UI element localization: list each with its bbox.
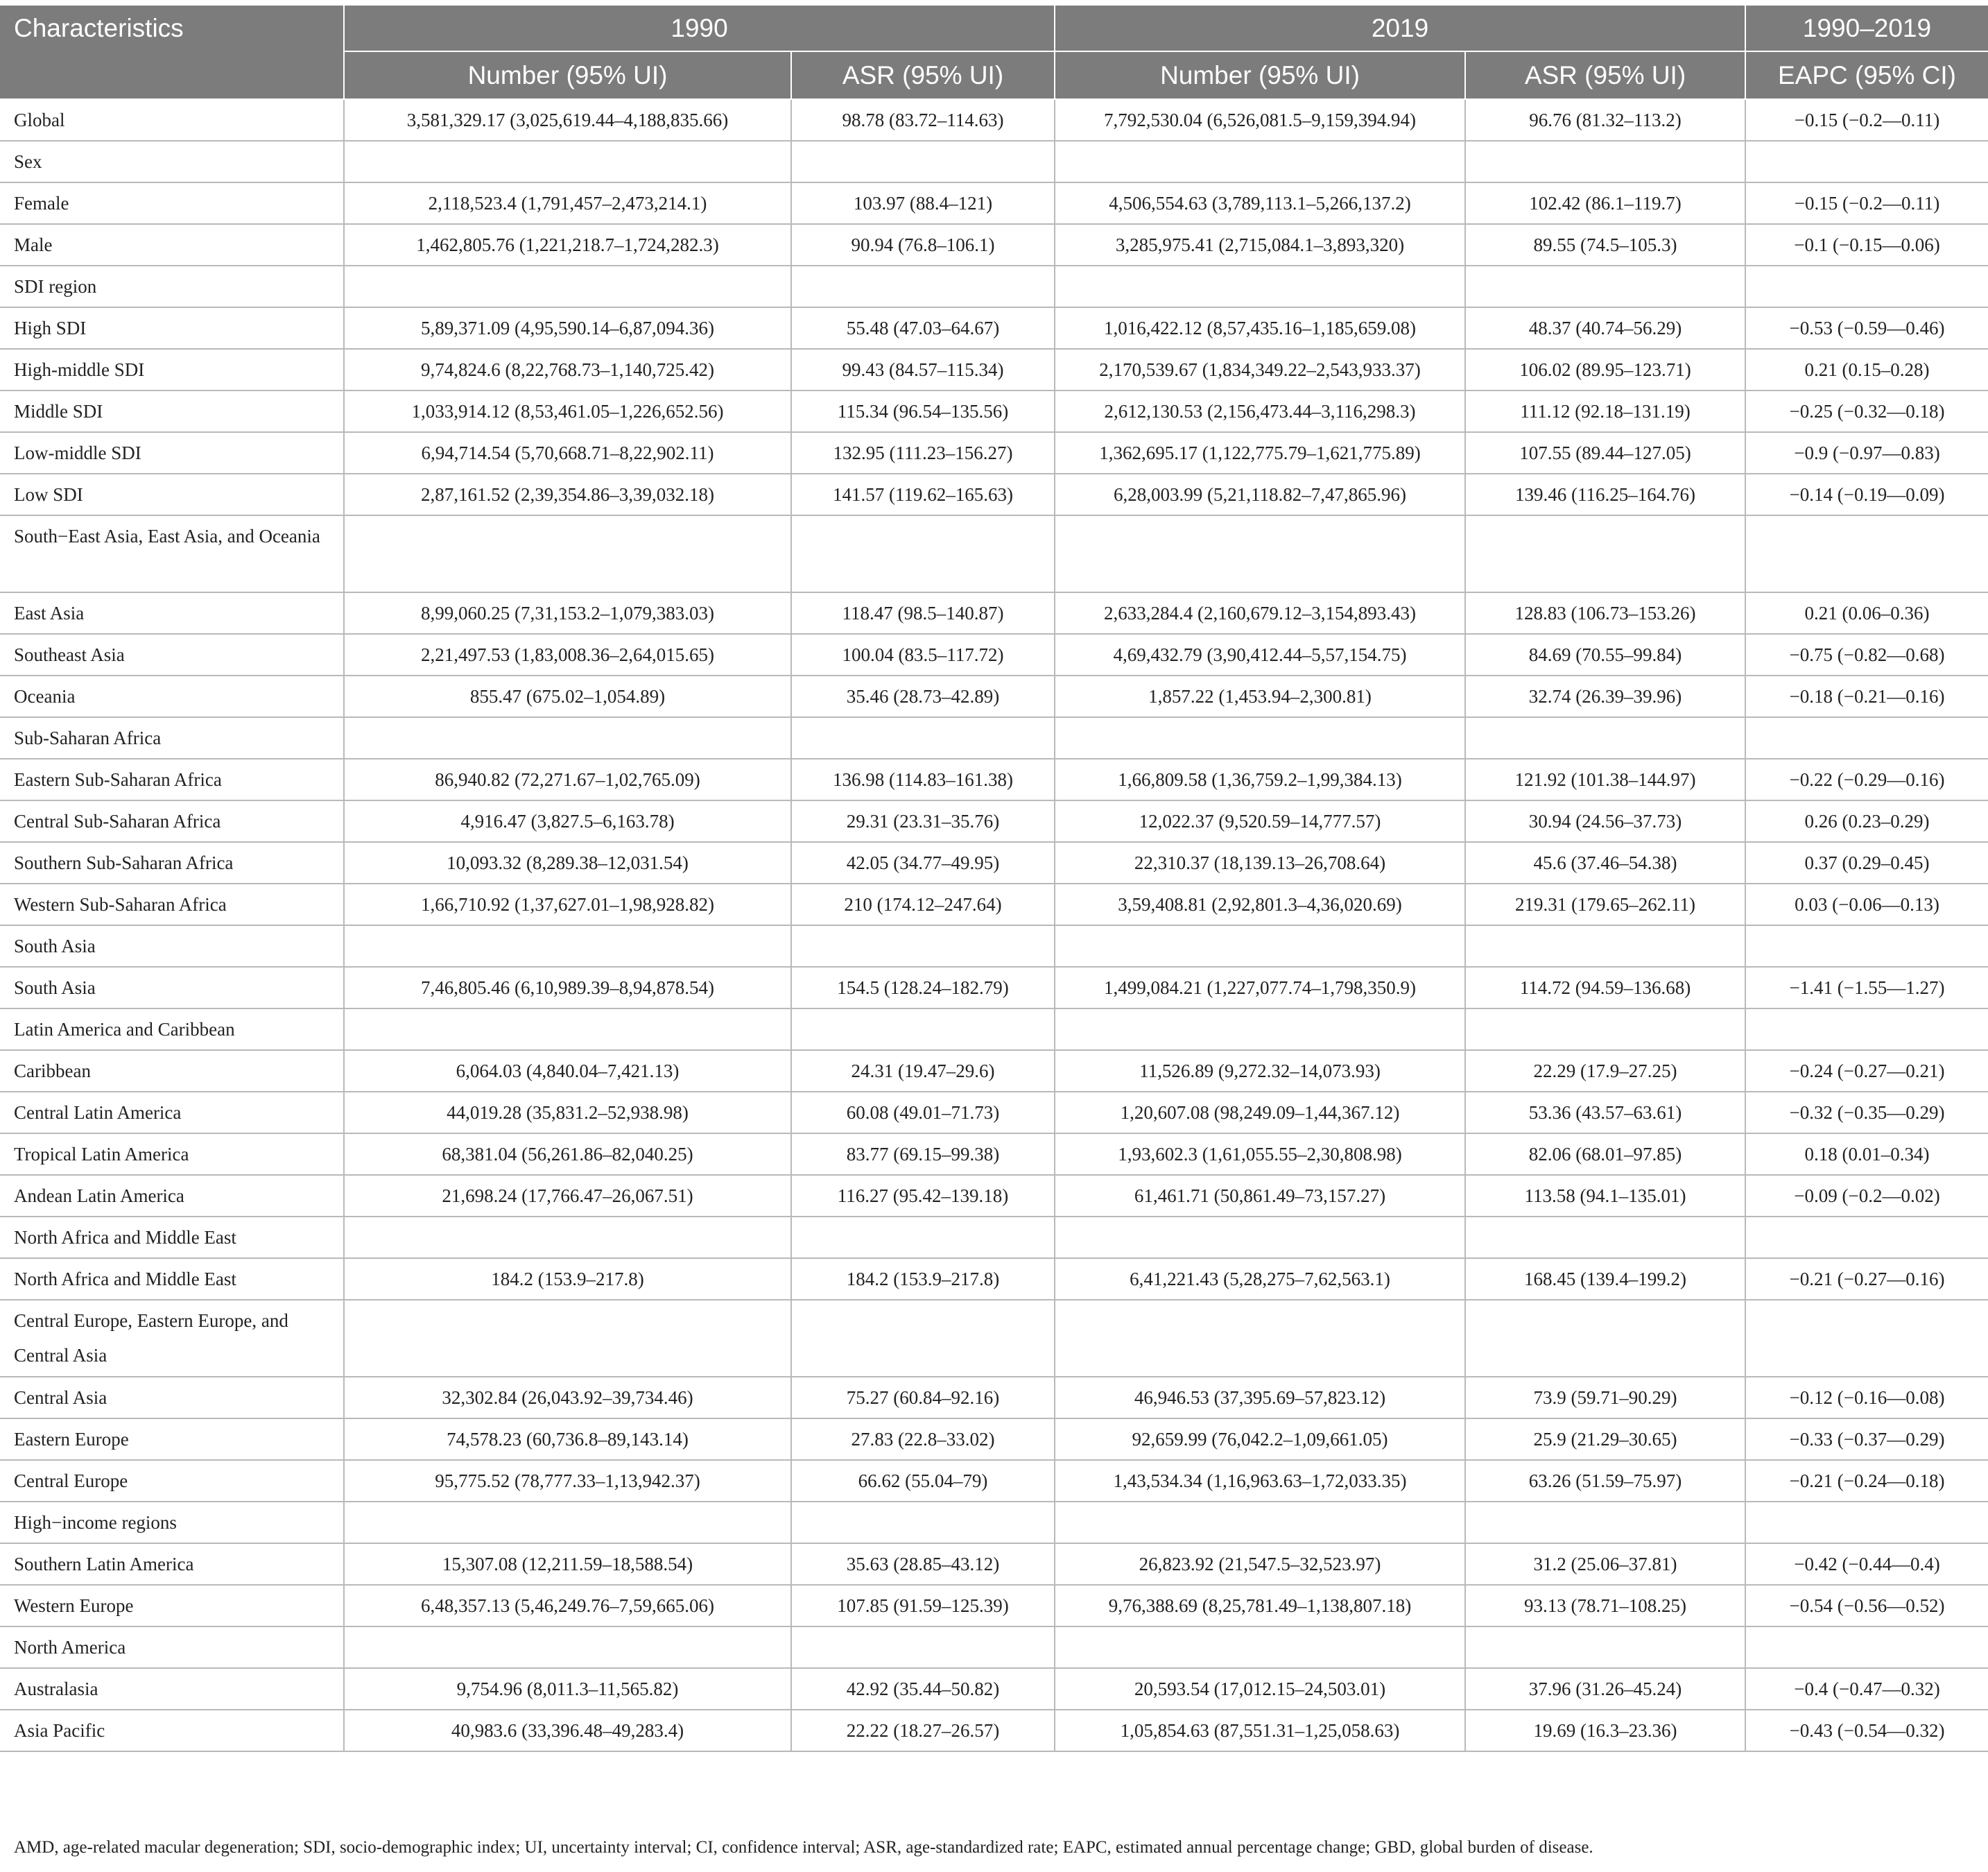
cell-asr-1990: 154.5 (128.24–182.79) [791, 967, 1055, 1008]
cell-number-2019: 61,461.71 (50,861.49–73,157.27) [1055, 1175, 1465, 1217]
cell-characteristic: South Asia [0, 967, 344, 1008]
cell-characteristic: Western Europe [0, 1585, 344, 1626]
cell-characteristic: Australasia [0, 1668, 344, 1710]
cell-number-1990: 6,064.03 (4,840.04–7,421.13) [344, 1050, 791, 1092]
cell-asr-2019: 25.9 (21.29–30.65) [1465, 1418, 1745, 1460]
cell-characteristic: Latin America and Caribbean [0, 1008, 344, 1050]
table-section-row [0, 1626, 1988, 1668]
cell-characteristic: Low SDI [0, 474, 344, 515]
cell-asr-2019: 139.46 (116.25–164.76) [1465, 474, 1745, 515]
cell-eapc: −0.42 (−0.44—0.4) [1745, 1543, 1988, 1585]
cell-number-1990 [344, 1626, 791, 1668]
cell-asr-1990: 103.97 (88.4–121) [791, 182, 1055, 224]
cell-characteristic: Middle SDI [0, 390, 344, 432]
cell-asr-2019: 63.26 (51.59–75.97) [1465, 1460, 1745, 1502]
cell-asr-1990: 141.57 (119.62–165.63) [791, 474, 1055, 515]
cell-characteristic: North Africa and Middle East [0, 1217, 344, 1258]
cell-number-1990 [344, 717, 791, 759]
table-footnote: AMD, age-related macular degeneration; SDI, socio-demographic index; UI, uncertainty interval; CI, confidence interval; ASR, age-standardized rate; EAPC, estimated annual percentage change; GBD, global burden of disease. [14, 1838, 1593, 1857]
header-year-2019: 2019 [1055, 6, 1745, 51]
cell-eapc [1745, 1008, 1988, 1050]
cell-number-1990: 1,033,914.12 (8,53,461.05–1,226,652.56) [344, 390, 791, 432]
cell-number-2019: 2,170,539.67 (1,834,349.22–2,543,933.37) [1055, 349, 1465, 390]
cell-eapc: 0.21 (0.06–0.36) [1745, 592, 1988, 634]
header-asr-2019: ASR (95% UI) [1465, 51, 1745, 99]
cell-asr-2019 [1465, 1300, 1745, 1377]
cell-eapc: 0.37 (0.29–0.45) [1745, 842, 1988, 884]
cell-eapc [1745, 1626, 1988, 1668]
cell-number-2019: 1,43,534.34 (1,16,963.63–1,72,033.35) [1055, 1460, 1465, 1502]
cell-asr-1990 [791, 266, 1055, 307]
cell-number-1990: 9,754.96 (8,011.3–11,565.82) [344, 1668, 791, 1710]
cell-number-1990: 6,94,714.54 (5,70,668.71–8,22,902.11) [344, 432, 791, 474]
cell-asr-2019: 73.9 (59.71–90.29) [1465, 1377, 1745, 1418]
cell-eapc: −0.24 (−0.27—0.21) [1745, 1050, 1988, 1092]
table-row [0, 676, 1988, 717]
table-row [0, 800, 1988, 842]
cell-eapc: −0.1 (−0.15—0.06) [1745, 224, 1988, 266]
cell-characteristic: East Asia [0, 592, 344, 634]
cell-number-1990: 40,983.6 (33,396.48–49,283.4) [344, 1710, 791, 1751]
header-number-1990: Number (95% UI) [344, 51, 791, 99]
cell-number-2019: 7,792,530.04 (6,526,081.5–9,159,394.94) [1055, 99, 1465, 141]
cell-asr-1990 [791, 1502, 1055, 1543]
cell-asr-1990: 210 (174.12–247.64) [791, 884, 1055, 925]
table-section-row [0, 1502, 1988, 1543]
table-header [0, 6, 1988, 99]
cell-number-1990: 1,66,710.92 (1,37,627.01–1,98,928.82) [344, 884, 791, 925]
table-section-row [0, 1217, 1988, 1258]
cell-number-1990: 21,698.24 (17,766.47–26,067.51) [344, 1175, 791, 1217]
table-section-row [0, 925, 1988, 967]
cell-number-2019: 6,41,221.43 (5,28,275–7,62,563.1) [1055, 1258, 1465, 1300]
cell-asr-2019 [1465, 141, 1745, 182]
cell-number-2019 [1055, 1300, 1465, 1377]
cell-asr-2019: 96.76 (81.32–113.2) [1465, 99, 1745, 141]
cell-asr-1990: 118.47 (98.5–140.87) [791, 592, 1055, 634]
cell-eapc: −0.54 (−0.56—0.52) [1745, 1585, 1988, 1626]
cell-asr-2019: 89.55 (74.5–105.3) [1465, 224, 1745, 266]
cell-characteristic: Sub-Saharan Africa [0, 717, 344, 759]
table-row [0, 1460, 1988, 1502]
cell-characteristic: Central Europe, Eastern Europe, and Central Asia [0, 1300, 344, 1377]
cell-characteristic: Male [0, 224, 344, 266]
cell-characteristic: Southeast Asia [0, 634, 344, 676]
cell-number-1990 [344, 1300, 791, 1377]
cell-eapc [1745, 266, 1988, 307]
cell-asr-1990: 75.27 (60.84–92.16) [791, 1377, 1055, 1418]
cell-number-1990: 74,578.23 (60,736.8–89,143.14) [344, 1418, 791, 1460]
cell-characteristic: North Africa and Middle East [0, 1258, 344, 1300]
cell-eapc [1745, 1502, 1988, 1543]
cell-asr-1990: 99.43 (84.57–115.34) [791, 349, 1055, 390]
cell-asr-1990 [791, 141, 1055, 182]
cell-asr-1990: 98.78 (83.72–114.63) [791, 99, 1055, 141]
cell-number-1990: 44,019.28 (35,831.2–52,938.98) [344, 1092, 791, 1133]
cell-eapc: −0.15 (−0.2—0.11) [1745, 182, 1988, 224]
cell-asr-2019: 84.69 (70.55–99.84) [1465, 634, 1745, 676]
cell-eapc: −0.22 (−0.29—0.16) [1745, 759, 1988, 800]
cell-asr-2019: 30.94 (24.56–37.73) [1465, 800, 1745, 842]
table-section-row [0, 1300, 1988, 1377]
cell-eapc: −0.09 (−0.2—0.02) [1745, 1175, 1988, 1217]
cell-asr-2019 [1465, 717, 1745, 759]
cell-asr-2019 [1465, 1217, 1745, 1258]
cell-characteristic: South−East Asia, East Asia, and Oceania [0, 515, 344, 592]
cell-asr-1990 [791, 1008, 1055, 1050]
table-row [0, 759, 1988, 800]
cell-asr-2019: 111.12 (92.18–131.19) [1465, 390, 1745, 432]
table-row [0, 1258, 1988, 1300]
cell-number-2019 [1055, 266, 1465, 307]
cell-characteristic: SDI region [0, 266, 344, 307]
table-row [0, 1418, 1988, 1460]
cell-number-2019: 1,499,084.21 (1,227,077.74–1,798,350.9) [1055, 967, 1465, 1008]
cell-number-2019: 20,593.54 (17,012.15–24,503.01) [1055, 1668, 1465, 1710]
header-number-2019: Number (95% UI) [1055, 51, 1465, 99]
cell-number-2019: 1,362,695.17 (1,122,775.79–1,621,775.89) [1055, 432, 1465, 474]
cell-characteristic: Tropical Latin America [0, 1133, 344, 1175]
cell-asr-1990: 90.94 (76.8–106.1) [791, 224, 1055, 266]
cell-asr-1990: 42.92 (35.44–50.82) [791, 1668, 1055, 1710]
cell-asr-1990 [791, 515, 1055, 592]
cell-asr-2019: 102.42 (86.1–119.7) [1465, 182, 1745, 224]
cell-eapc [1745, 515, 1988, 592]
cell-eapc: −0.75 (−0.82—0.68) [1745, 634, 1988, 676]
cell-asr-1990 [791, 1626, 1055, 1668]
cell-eapc: −0.43 (−0.54—0.32) [1745, 1710, 1988, 1751]
cell-characteristic: South Asia [0, 925, 344, 967]
cell-characteristic: Eastern Sub-Saharan Africa [0, 759, 344, 800]
cell-number-2019: 26,823.92 (21,547.5–32,523.97) [1055, 1543, 1465, 1585]
cell-number-1990: 68,381.04 (56,261.86–82,040.25) [344, 1133, 791, 1175]
cell-number-1990 [344, 141, 791, 182]
cell-characteristic: Central Latin America [0, 1092, 344, 1133]
table-row [0, 592, 1988, 634]
table-row [0, 1668, 1988, 1710]
cell-asr-1990 [791, 1217, 1055, 1258]
cell-number-2019: 2,612,130.53 (2,156,473.44–3,116,298.3) [1055, 390, 1465, 432]
cell-characteristic: Southern Sub-Saharan Africa [0, 842, 344, 884]
cell-number-2019: 12,022.37 (9,520.59–14,777.57) [1055, 800, 1465, 842]
cell-asr-2019: 22.29 (17.9–27.25) [1465, 1050, 1745, 1092]
table-row [0, 1050, 1988, 1092]
cell-eapc: −0.4 (−0.47—0.32) [1745, 1668, 1988, 1710]
cell-number-2019: 11,526.89 (9,272.32–14,073.93) [1055, 1050, 1465, 1092]
table-row [0, 1133, 1988, 1175]
cell-asr-2019: 106.02 (89.95–123.71) [1465, 349, 1745, 390]
table-body [0, 99, 1988, 1751]
cell-eapc: −0.53 (−0.59—0.46) [1745, 307, 1988, 349]
table-row [0, 99, 1988, 141]
cell-number-1990: 2,87,161.52 (2,39,354.86–3,39,032.18) [344, 474, 791, 515]
cell-characteristic: Sex [0, 141, 344, 182]
cell-number-1990: 9,74,824.6 (8,22,768.73–1,140,725.42) [344, 349, 791, 390]
cell-characteristic: Eastern Europe [0, 1418, 344, 1460]
cell-asr-1990: 22.22 (18.27–26.57) [791, 1710, 1055, 1751]
cell-asr-2019 [1465, 1008, 1745, 1050]
cell-asr-2019 [1465, 266, 1745, 307]
cell-asr-2019: 53.36 (43.57–63.61) [1465, 1092, 1745, 1133]
table-row [0, 307, 1988, 349]
cell-eapc: 0.03 (−0.06—0.13) [1745, 884, 1988, 925]
cell-asr-2019: 128.83 (106.73–153.26) [1465, 592, 1745, 634]
table-row [0, 1377, 1988, 1418]
cell-eapc: −0.9 (−0.97—0.83) [1745, 432, 1988, 474]
cell-number-1990: 184.2 (153.9–217.8) [344, 1258, 791, 1300]
cell-asr-2019 [1465, 925, 1745, 967]
cell-number-2019 [1055, 1626, 1465, 1668]
table-row [0, 1175, 1988, 1217]
table-row [0, 474, 1988, 515]
cell-number-1990: 3,581,329.17 (3,025,619.44–4,188,835.66) [344, 99, 791, 141]
cell-number-1990: 5,89,371.09 (4,95,590.14–6,87,094.36) [344, 307, 791, 349]
cell-number-1990 [344, 1008, 791, 1050]
cell-number-1990 [344, 1217, 791, 1258]
cell-number-2019: 3,59,408.81 (2,92,801.3–4,36,020.69) [1055, 884, 1465, 925]
cell-characteristic: High SDI [0, 307, 344, 349]
cell-asr-1990 [791, 925, 1055, 967]
cell-asr-1990: 66.62 (55.04–79) [791, 1460, 1055, 1502]
cell-characteristic: Caribbean [0, 1050, 344, 1092]
header-eapc: EAPC (95% CI) [1745, 51, 1988, 99]
cell-asr-2019: 219.31 (179.65–262.11) [1465, 884, 1745, 925]
table-row [0, 842, 1988, 884]
cell-characteristic: Andean Latin America [0, 1175, 344, 1217]
table-row [0, 182, 1988, 224]
cell-number-2019: 1,857.22 (1,453.94–2,300.81) [1055, 676, 1465, 717]
header-year-1990: 1990 [344, 6, 1055, 51]
cell-asr-1990 [791, 717, 1055, 759]
cell-number-1990: 95,775.52 (78,777.33–1,13,942.37) [344, 1460, 791, 1502]
cell-number-1990: 32,302.84 (26,043.92–39,734.46) [344, 1377, 791, 1418]
cell-asr-2019: 107.55 (89.44–127.05) [1465, 432, 1745, 474]
cell-number-2019 [1055, 717, 1465, 759]
cell-number-2019: 92,659.99 (76,042.2–1,09,661.05) [1055, 1418, 1465, 1460]
cell-number-2019: 46,946.53 (37,395.69–57,823.12) [1055, 1377, 1465, 1418]
cell-characteristic: North America [0, 1626, 344, 1668]
cell-eapc: 0.21 (0.15–0.28) [1745, 349, 1988, 390]
cell-asr-2019: 32.74 (26.39–39.96) [1465, 676, 1745, 717]
cell-number-2019: 4,506,554.63 (3,789,113.1–5,266,137.2) [1055, 182, 1465, 224]
table-row [0, 1585, 1988, 1626]
table-row [0, 1710, 1988, 1751]
cell-asr-1990: 60.08 (49.01–71.73) [791, 1092, 1055, 1133]
cell-number-1990 [344, 1502, 791, 1543]
table-row [0, 1092, 1988, 1133]
cell-number-1990: 2,118,523.4 (1,791,457–2,473,214.1) [344, 182, 791, 224]
cell-asr-2019: 114.72 (94.59–136.68) [1465, 967, 1745, 1008]
cell-asr-1990: 83.77 (69.15–99.38) [791, 1133, 1055, 1175]
table-row [0, 224, 1988, 266]
cell-asr-1990: 115.34 (96.54–135.56) [791, 390, 1055, 432]
cell-number-2019: 1,66,809.58 (1,36,759.2–1,99,384.13) [1055, 759, 1465, 800]
table-row [0, 967, 1988, 1008]
table-row [0, 634, 1988, 676]
cell-characteristic: Southern Latin America [0, 1543, 344, 1585]
cell-asr-1990 [791, 1300, 1055, 1377]
cell-asr-2019: 37.96 (31.26–45.24) [1465, 1668, 1745, 1710]
cell-characteristic: High−income regions [0, 1502, 344, 1543]
cell-number-1990: 10,093.32 (8,289.38–12,031.54) [344, 842, 791, 884]
cell-asr-1990: 184.2 (153.9–217.8) [791, 1258, 1055, 1300]
cell-number-1990: 7,46,805.46 (6,10,989.39–8,94,878.54) [344, 967, 791, 1008]
cell-number-2019 [1055, 1217, 1465, 1258]
cell-asr-2019: 48.37 (40.74–56.29) [1465, 307, 1745, 349]
cell-number-1990: 4,916.47 (3,827.5–6,163.78) [344, 800, 791, 842]
cell-number-2019 [1055, 141, 1465, 182]
cell-number-1990: 855.47 (675.02–1,054.89) [344, 676, 791, 717]
cell-characteristic: Central Asia [0, 1377, 344, 1418]
cell-eapc [1745, 141, 1988, 182]
cell-eapc [1745, 925, 1988, 967]
cell-characteristic: Female [0, 182, 344, 224]
cell-asr-2019: 31.2 (25.06–37.81) [1465, 1543, 1745, 1585]
cell-number-2019: 6,28,003.99 (5,21,118.82–7,47,865.96) [1055, 474, 1465, 515]
cell-asr-2019: 168.45 (139.4–199.2) [1465, 1258, 1745, 1300]
data-table-container [0, 6, 1988, 1752]
cell-asr-1990: 107.85 (91.59–125.39) [791, 1585, 1055, 1626]
data-table [0, 6, 1988, 1752]
table-section-row [0, 141, 1988, 182]
cell-number-2019 [1055, 1008, 1465, 1050]
cell-number-2019 [1055, 515, 1465, 592]
table-section-row [0, 1008, 1988, 1050]
cell-number-2019: 1,20,607.08 (98,249.09–1,44,367.12) [1055, 1092, 1465, 1133]
cell-number-1990 [344, 925, 791, 967]
cell-eapc: −0.33 (−0.37—0.29) [1745, 1418, 1988, 1460]
cell-number-2019: 3,285,975.41 (2,715,084.1–3,893,320) [1055, 224, 1465, 266]
cell-characteristic: Western Sub-Saharan Africa [0, 884, 344, 925]
cell-number-2019 [1055, 925, 1465, 967]
cell-number-1990 [344, 515, 791, 592]
cell-number-1990: 8,99,060.25 (7,31,153.2–1,079,383.03) [344, 592, 791, 634]
cell-asr-1990: 35.63 (28.85–43.12) [791, 1543, 1055, 1585]
cell-asr-2019: 19.69 (16.3–23.36) [1465, 1710, 1745, 1751]
table-row [0, 432, 1988, 474]
cell-characteristic: Global [0, 99, 344, 141]
cell-asr-1990: 29.31 (23.31–35.76) [791, 800, 1055, 842]
cell-eapc: −0.15 (−0.2—0.11) [1745, 99, 1988, 141]
cell-eapc: 0.26 (0.23–0.29) [1745, 800, 1988, 842]
table-row [0, 884, 1988, 925]
table-section-row [0, 266, 1988, 307]
cell-number-2019: 22,310.37 (18,139.13–26,708.64) [1055, 842, 1465, 884]
cell-asr-2019 [1465, 1626, 1745, 1668]
cell-asr-1990: 116.27 (95.42–139.18) [791, 1175, 1055, 1217]
table-row [0, 390, 1988, 432]
cell-eapc: −1.41 (−1.55—1.27) [1745, 967, 1988, 1008]
cell-characteristic: Central Europe [0, 1460, 344, 1502]
cell-asr-1990: 24.31 (19.47–29.6) [791, 1050, 1055, 1092]
cell-characteristic: Central Sub-Saharan Africa [0, 800, 344, 842]
cell-number-2019: 2,633,284.4 (2,160,679.12–3,154,893.43) [1055, 592, 1465, 634]
cell-asr-1990: 132.95 (111.23–156.27) [791, 432, 1055, 474]
cell-eapc: −0.18 (−0.21—0.16) [1745, 676, 1988, 717]
cell-eapc: −0.14 (−0.19—0.09) [1745, 474, 1988, 515]
cell-number-2019: 4,69,432.79 (3,90,412.44–5,57,154.75) [1055, 634, 1465, 676]
cell-asr-1990: 27.83 (22.8–33.02) [791, 1418, 1055, 1460]
table-row [0, 349, 1988, 390]
cell-number-2019: 9,76,388.69 (8,25,781.49–1,138,807.18) [1055, 1585, 1465, 1626]
cell-eapc: −0.12 (−0.16—0.08) [1745, 1377, 1988, 1418]
cell-eapc: 0.18 (0.01–0.34) [1745, 1133, 1988, 1175]
cell-characteristic: High-middle SDI [0, 349, 344, 390]
header-year-range: 1990–2019 [1745, 6, 1988, 51]
cell-eapc [1745, 717, 1988, 759]
cell-asr-1990: 136.98 (114.83–161.38) [791, 759, 1055, 800]
cell-number-2019: 1,05,854.63 (87,551.31–1,25,058.63) [1055, 1710, 1465, 1751]
cell-asr-1990: 55.48 (47.03–64.67) [791, 307, 1055, 349]
cell-number-2019: 1,016,422.12 (8,57,435.16–1,185,659.08) [1055, 307, 1465, 349]
cell-number-1990: 86,940.82 (72,271.67–1,02,765.09) [344, 759, 791, 800]
cell-asr-2019 [1465, 515, 1745, 592]
cell-eapc: −0.32 (−0.35—0.29) [1745, 1092, 1988, 1133]
cell-asr-2019: 45.6 (37.46–54.38) [1465, 842, 1745, 884]
cell-number-1990: 1,462,805.76 (1,221,218.7–1,724,282.3) [344, 224, 791, 266]
table-row [0, 1543, 1988, 1585]
cell-asr-2019: 121.92 (101.38–144.97) [1465, 759, 1745, 800]
header-asr-1990: ASR (95% UI) [791, 51, 1055, 99]
cell-number-1990: 6,48,357.13 (5,46,249.76–7,59,665.06) [344, 1585, 791, 1626]
cell-asr-2019: 82.06 (68.01–97.85) [1465, 1133, 1745, 1175]
cell-characteristic: Oceania [0, 676, 344, 717]
cell-characteristic: Asia Pacific [0, 1710, 344, 1751]
cell-asr-2019: 113.58 (94.1–135.01) [1465, 1175, 1745, 1217]
header-characteristics: Characteristics [0, 6, 344, 99]
cell-number-1990: 2,21,497.53 (1,83,008.36–2,64,015.65) [344, 634, 791, 676]
cell-asr-1990: 35.46 (28.73–42.89) [791, 676, 1055, 717]
cell-number-2019 [1055, 1502, 1465, 1543]
cell-number-1990: 15,307.08 (12,211.59–18,588.54) [344, 1543, 791, 1585]
cell-number-1990 [344, 266, 791, 307]
cell-asr-1990: 100.04 (83.5–117.72) [791, 634, 1055, 676]
table-section-row [0, 515, 1988, 592]
cell-number-2019: 1,93,602.3 (1,61,055.55–2,30,808.98) [1055, 1133, 1465, 1175]
cell-asr-2019 [1465, 1502, 1745, 1543]
cell-eapc: −0.21 (−0.24—0.18) [1745, 1460, 1988, 1502]
cell-asr-1990: 42.05 (34.77–49.95) [791, 842, 1055, 884]
cell-asr-2019: 93.13 (78.71–108.25) [1465, 1585, 1745, 1626]
cell-eapc [1745, 1217, 1988, 1258]
cell-eapc [1745, 1300, 1988, 1377]
cell-eapc: −0.21 (−0.27—0.16) [1745, 1258, 1988, 1300]
cell-characteristic: Low-middle SDI [0, 432, 344, 474]
cell-eapc: −0.25 (−0.32—0.18) [1745, 390, 1988, 432]
table-section-row [0, 717, 1988, 759]
